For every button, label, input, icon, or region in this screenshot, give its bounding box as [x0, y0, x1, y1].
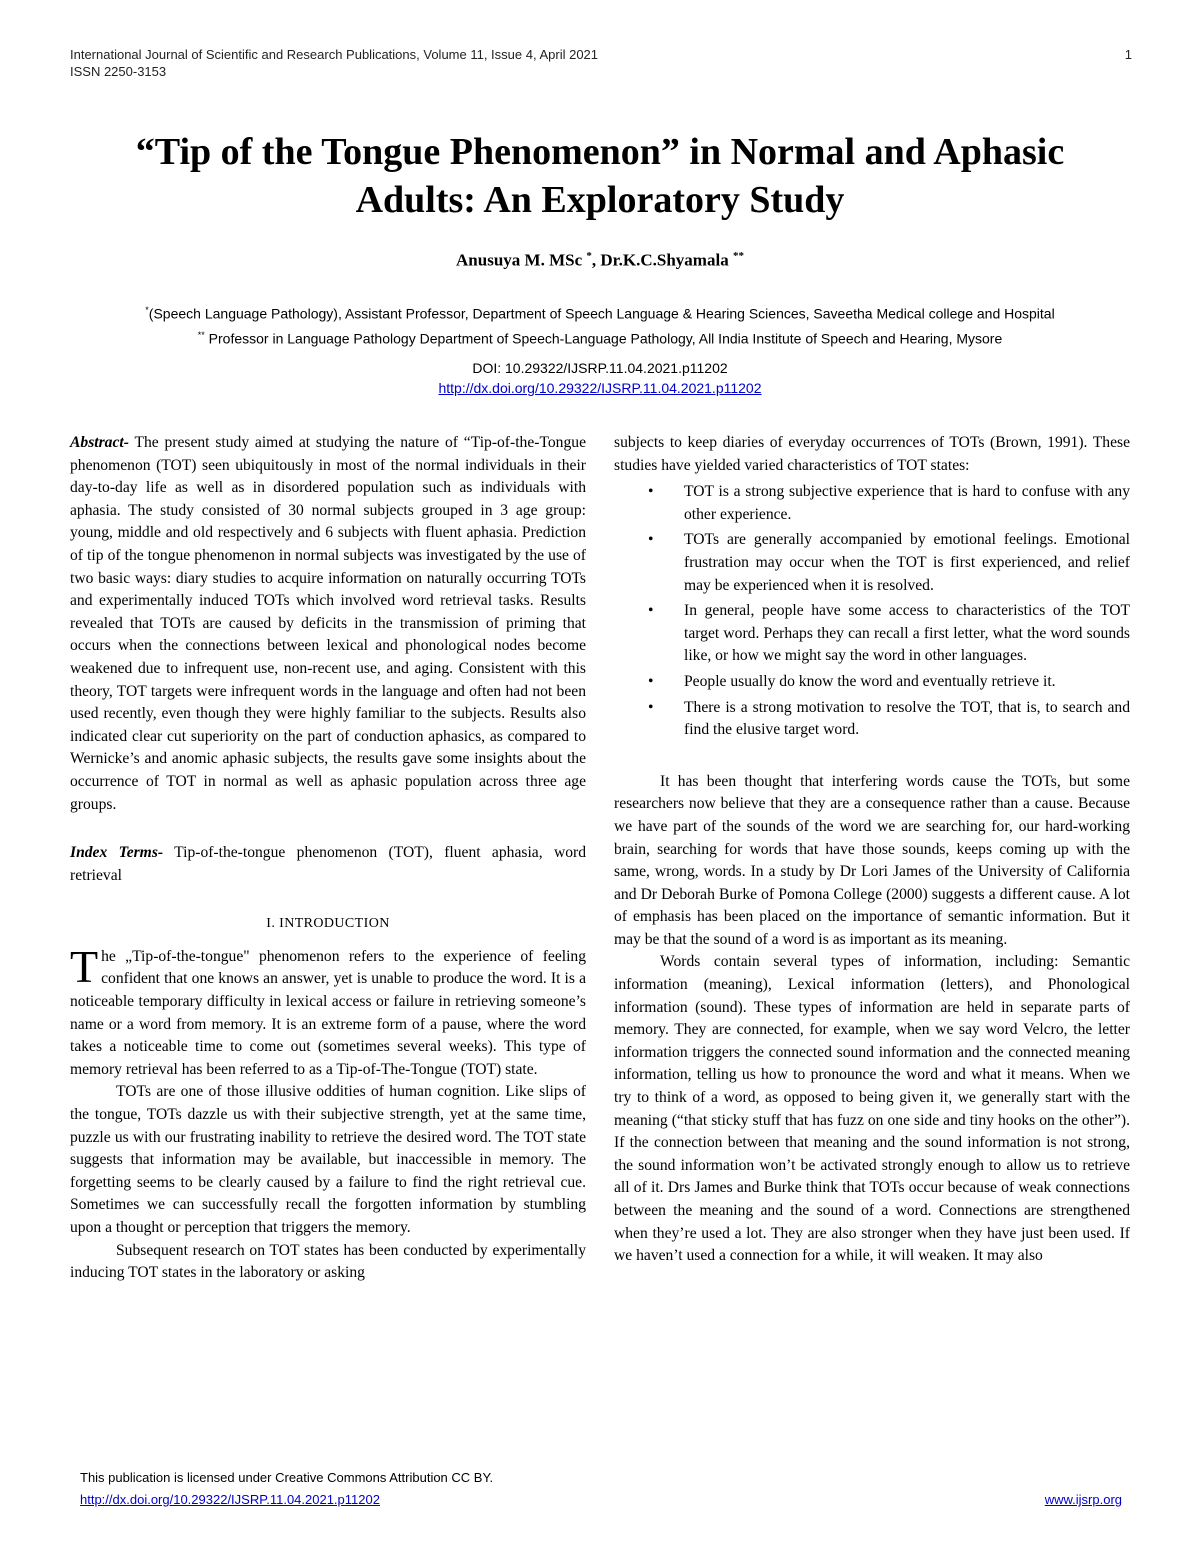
running-header — [70, 46, 1132, 80]
index-terms-label: Index Terms- — [70, 844, 164, 862]
index-terms — [70, 842, 586, 887]
left-column — [70, 432, 586, 1285]
paper-title — [60, 128, 1140, 224]
continued-paragraph: subjects to keep diaries of everyday occurrences of TOTs (Brown, 1991). These studies have yielded varied characteristics of TOT states: — [614, 434, 1130, 474]
intro-paragraph-1: The „Tip-of-the-tongue" phenomenon refers to the experience of feeling confident that one knows an answer, yet is unable to produce the word. It is a noticeable temporary difficulty in lexical access or failure in retrieving someone’s name or a word from memory. It is an extreme form of a pause, where the word takes a noticeable time to come out (sometimes several weeks). This type of memory retrieval has been referred to as a Tip-of-The-Tongue (TOT) state. — [70, 940, 586, 1078]
intro-paragraph-2: TOTs are one of those illusive oddities of human cognition. Like slips of the tongue, TOTs dazzle us with their subjective strength, yet at the same time, puzzle us with our frustrating inability to retrieve the desired word. The TOT state suggests that information may be available, but inaccessible in memory. The forgetting seems to be clearly caused by a failure to find the right retrieval cue. Sometimes we can successfully recall the forgotten information by stumbling upon a thought or perception that triggers the memory. — [70, 1083, 586, 1236]
page-footer — [70, 1467, 1132, 1511]
bullet-icon: • — [648, 602, 654, 620]
abstract — [70, 432, 586, 816]
journal-website-link[interactable]: www.ijsrp.org — [1044, 1492, 1122, 1507]
intro-paragraph-3: Subsequent research on TOT states has been conducted by experimentally inducing TOT states in the laboratory or asking — [70, 1241, 586, 1282]
author-2-mark: ** — [732, 250, 744, 262]
list-item: • In general, people have some access to characteristics of the TOT target word. Perhaps they can recall a first letter, what the word sounds like, or how we might say the word in other languages. — [648, 602, 1130, 665]
list-item: • TOTs are generally accompanied by emotional feelings. Emotional frustration may occur when the TOT is first experienced, and relief may be experienced when it is resolved. — [648, 531, 1130, 594]
issn: ISSN 2250-3153 — [70, 64, 167, 79]
bullet-icon: • — [648, 531, 654, 549]
bullet-icon: • — [648, 483, 654, 501]
paragraph-interfering-words: It has been thought that interfering words cause the TOTs, but some researchers now believe that they are a consequence rather than a cause. Because we have part of the sounds of the word we are searching for, our hard-working brain, searching for words that have those sounds, keeps coming up with the same, wrong, words. In a study by Dr Lori James of the University of California and Dr Deborah Burke of Pomona College (2000) suggests a different cause. A lot of emphasis has been placed on the importance of semantic information. But it may be that the sound of a word is as important as its meaning. — [614, 772, 1130, 948]
list-item: • There is a strong motivation to resolve the TOT, that is, to search and find the elusive target word. — [648, 698, 1130, 739]
list-item: • People usually do know the word and eventually retrieve it. — [614, 671, 1130, 694]
bullet-icon: • — [648, 698, 654, 716]
author-list — [60, 250, 1140, 271]
affiliation-2-mark: ** — [197, 329, 205, 340]
abstract-text: The present study aimed at studying the nature of “Tip-of-the-Tongue phenomenon (TOT) seen ubiquitously in most of the normal individuals in their day-to-day life as well as in disordered population such as individuals with aphasia. The study consisted of 30 normal subjects grouped in 3 age group: young, middle and old respectively and 6 subjects with fluent aphasia. Prediction of tip of the tongue phenomenon in normal subjects was investigated by the use of two basic ways: diary studies to acquire information on naturally occurring TOTs and experimentally induced TOTs which involved word retrieval tasks. Results revealed that TOTs are caused by deficits in the transmission of priming that occurs when the connections between lexical and phonological nodes become weakened due to infrequent use, non-recent use, and aging. Consistent with this theory, TOT targets were infrequent words in the language and often had not been used recently, even though they were highly familiar to the subjects. Results also indicated clear cut superiority on the part of conduction aphasics, as compared to Wernicke’s and anomic aphasic subjects, the results gave some insights about the occurrence of TOT in normal as well as aphasic population across three age groups. — [70, 434, 586, 813]
list-item: • TOT is a strong subjective experience that is hard to confuse with any other experience. — [648, 483, 1130, 523]
author-1-mark: * — [586, 250, 592, 262]
affiliation-1: *(Speech Language Pathology), Assistant Professor, Department of Speech Language & Hearing Sciences, Saveetha Medical college and Hospital — [145, 305, 1055, 322]
affiliation-2: ** Professor in Language Pathology Department of Speech-Language Pathology, All India Institute of Speech and Hearing, Mysore — [197, 329, 1003, 347]
abstract-label: Abstract- — [70, 434, 129, 451]
doi-block — [60, 358, 1140, 398]
section-heading-introduction: I. INTRODUCTION — [266, 916, 390, 932]
bullet-icon: • — [648, 672, 654, 690]
tot-characteristics-list — [614, 481, 1130, 742]
affiliation-1-mark: * — [145, 305, 149, 315]
title-line-1: “Tip of the Tongue Phenomenon” in Normal and Aphasic — [135, 131, 1065, 173]
footer-doi-link[interactable]: http://dx.doi.org/10.29322/IJSRP.11.04.2021.p11202 — [80, 1492, 380, 1507]
license-notice: This publication is licensed under Creative Commons Attribution CC BY. — [80, 1470, 494, 1485]
doi-text: DOI: 10.29322/IJSRP.11.04.2021.p11202 — [472, 360, 728, 376]
right-column — [614, 432, 1130, 1268]
paragraph-word-information: Words contain several types of information, including: Semantic information (meaning), Lexical information (letters), and Phonological information (sound). These types of information are held in separate parts of memory. They are connected, for example, when we say word Velcro, the letter information triggers the connected sound information and the connected meaning information, telling us how to pronounce the word and what it means. When we try to think of a word, as opposed to being given it, we generally start with the meaning (“that sticky stuff that has fuzz on one side and tiny hooks on the other”). If the connection between that meaning and the sound information is not strong, the sound information won’t be activated strongly enough to allow us to retrieve all of it. Drs James and Burke think that TOTs occur because of weak connections between the meaning and the sound of a word. Connections are strengthened when they’re used a lot. They are also stronger when they have just been used. If we haven’t used a connection for a while, it will weaken. It may also — [614, 953, 1130, 1265]
affiliations — [60, 300, 1140, 349]
author-1: Anusuya M. MSc — [456, 250, 583, 270]
author-2: Dr.K.C.Shyamala — [600, 250, 729, 270]
journal-name: International Journal of Scientific and Research Publications, Volume 11, Issue 4, April 2021 — [70, 47, 599, 62]
drop-cap: T — [70, 940, 99, 992]
index-terms-text: Tip-of-the-tongue phenomenon (TOT), fluent aphasia, word retrieval — [70, 844, 586, 884]
page-number: 1 — [1124, 47, 1132, 62]
author-separator: , — [591, 250, 601, 270]
doi-link[interactable]: http://dx.doi.org/10.29322/IJSRP.11.04.2021.p11202 — [438, 380, 762, 396]
title-line-2: Adults: An Exploratory Study — [355, 179, 845, 221]
